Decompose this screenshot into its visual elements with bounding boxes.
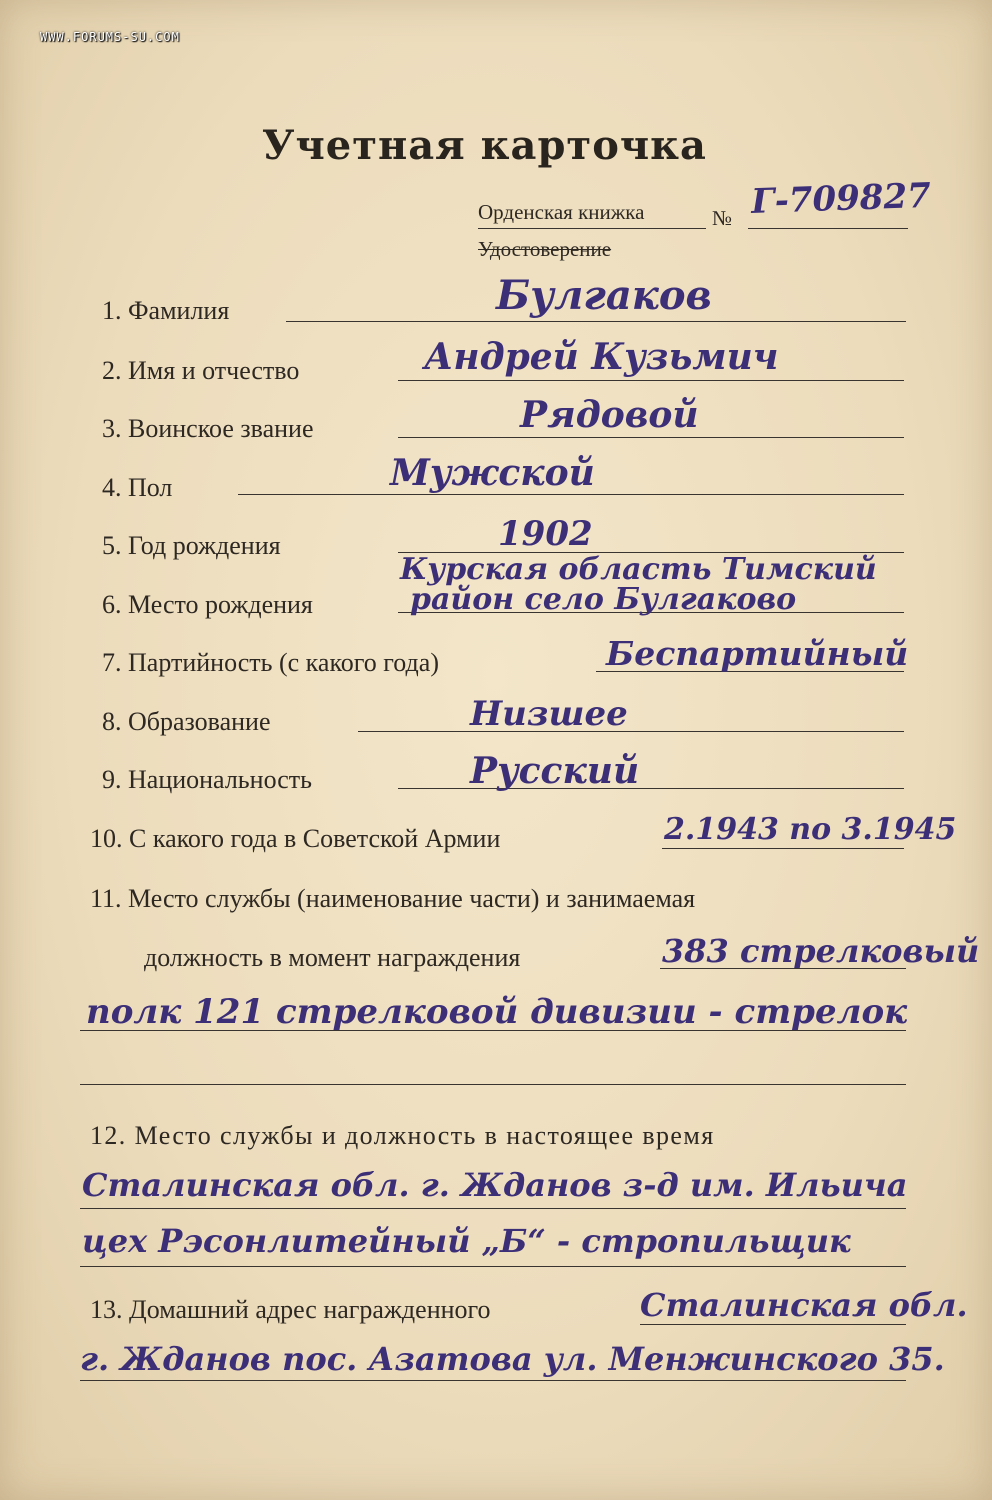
field-8-label: 8. Образование	[102, 707, 271, 736]
field-8-line	[358, 731, 904, 732]
field-11-value-line1: 383 стрелковый	[662, 932, 980, 970]
field-6-value-line2: район село Булгаково	[410, 582, 797, 617]
field-2-label: 2. Имя и отчество	[102, 356, 300, 385]
certificate-label-struck: Удостоверение	[478, 237, 612, 261]
field-11-value-line2: полк 121 стрелковой дивизии - стрелок	[86, 992, 908, 1032]
field-1-line	[286, 321, 906, 322]
watermark: WWW.FORUMS-SU.COM	[40, 30, 180, 44]
field-2-value: Андрей Кузьмич	[424, 336, 779, 378]
field-4-label: 4. Пол	[102, 473, 173, 502]
order-book-label: Орденская книжка	[478, 200, 645, 224]
field-10-value: 2.1943 по 3.1945	[664, 812, 957, 847]
field-12-label: 12. Место службы и должность в настоящее время	[90, 1121, 715, 1150]
field-4-value: Мужской	[390, 452, 595, 494]
field-10-label: 10. С какого года в Советской Армии	[90, 824, 501, 853]
field-13-value-line2: г. Жданов пос. Азатова ул. Менжинского 35.	[80, 1340, 945, 1378]
field-12-value-line1: Сталинская обл. г. Жданов з-д им. Ильича	[82, 1166, 908, 1204]
field-5-label: 5. Год рождения	[102, 531, 281, 560]
order-book-underline	[478, 228, 706, 229]
field-7-label: 7. Партийность (с какого года)	[102, 648, 439, 677]
field-10-line	[662, 848, 904, 849]
field-13-line1	[640, 1324, 906, 1325]
field-1-label: 1. Фамилия	[102, 296, 230, 325]
field-3-label: 3. Воинское звание	[102, 414, 314, 443]
number-sign: №	[712, 206, 733, 230]
field-11-line3	[80, 1084, 906, 1085]
field-13-label: 13. Домашний адрес награжденного	[90, 1295, 491, 1324]
field-6-value-line1: Курская область Тимский	[400, 552, 877, 587]
field-12-line1	[80, 1208, 906, 1209]
field-8-value: Низшее	[470, 694, 628, 734]
card-title: Учетная карточка	[262, 122, 707, 169]
field-9-value: Русский	[470, 750, 640, 792]
field-3-line	[398, 437, 904, 438]
field-13-value-line1: Сталинская обл.	[640, 1286, 968, 1324]
field-4-line	[238, 494, 904, 495]
field-11-label-line2: должность в момент награждения	[144, 943, 521, 972]
field-12-value-line2: цех Рэсонлитейный „Б“ - стропильщик	[82, 1222, 851, 1260]
field-7-value: Беспартийный	[606, 634, 909, 673]
field-5-value: 1902	[498, 514, 593, 554]
field-11-label-line1: 11. Место службы (наименование части) и занимаемая	[90, 884, 696, 913]
field-2-line	[398, 380, 904, 381]
field-13-line2	[80, 1380, 906, 1381]
field-11-line1	[660, 968, 906, 969]
order-book-number: Г-709827	[750, 175, 932, 222]
order-book-number-line	[748, 228, 908, 229]
field-3-value: Рядовой	[520, 394, 699, 436]
field-12-line2	[80, 1266, 906, 1267]
field-6-label: 6. Место рождения	[102, 590, 313, 619]
field-9-label: 9. Национальность	[102, 765, 312, 794]
field-1-value: Булгаков	[496, 272, 712, 319]
field-11-line2	[80, 1030, 906, 1031]
